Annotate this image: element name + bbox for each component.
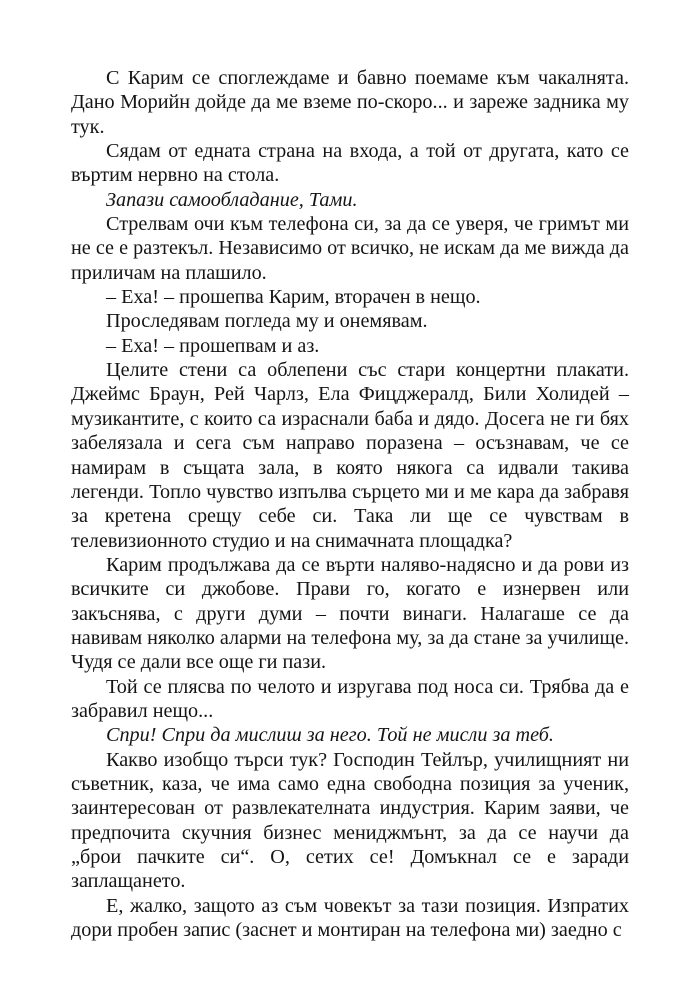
paragraph: Стрелвам очи към телефона си, за да се уверя, че гримът ми не се е разтекъл. Независимо от всичко, не искам да ме вижда да приличам на плашило. (71, 213, 629, 284)
dialogue-line: – Еха! – прошепвам и аз. (106, 334, 320, 357)
paragraph: Какво изобщо търси тук? Господин Тейлър, училищният ни съветник, каза, че има само една свободна позиция за ученик, заинтересован от развлекателната индустрия. Карим заяви, че предпочита скучния бизнес мениджмънт, за да се научи да „брои пачките си“. О, сетих се! Домъкнал се е заради заплащането. (71, 748, 629, 893)
paragraph: Целите стени са облепени със стари концертни плакати. Джеймс Браун, Рей Чарлз, Ела Фицджералд, Били Холидей – музикантите, с които са израснали баба и дядо. Досега не ги бях забелязала и сега съм направо поразена – осъзнавам, че се намирам в същата зала, в която някога са идвали такива легенди. Топло чувство изпълва сърцето ми и ме кара да забравя за кретена срещу себе си. Така ли ще се чувствам в телевизионното студио и на снимачната площадка? (71, 359, 629, 552)
paragraph-italic-thought: Спри! Спри да мислиш за него. Той не мисли за теб. (106, 724, 554, 747)
dialogue-line: – Еха! – прошепва Карим, вторачен в нещо. (106, 286, 481, 309)
page-text-body (71, 66, 629, 942)
paragraph: Сядам от едната страна на входа, а той от другата, като се въртим нервно на стола. (71, 140, 629, 187)
paragraph-italic-thought: Запази самообладание, Тами. (106, 188, 358, 211)
paragraph: Карим продължава да се върти наляво-надясно и да рови из всичките си джобове. Прави го, когато е изнервен или закъснява, с други думи – почти винаги. Налагаше се да навивам няколко аларми на телефона му, за да стане за училище. Чудя се дали все още ги пази. (71, 553, 629, 674)
paragraph: Проследявам погледа му и онемявам. (106, 310, 428, 333)
paragraph: Е, жалко, защото аз съм човекът за тази позиция. Изпратих дори пробен запис (заснет и монтиран на телефона ми) заедно с (71, 894, 629, 942)
paragraph: Той се плясва по челото и изругава под носа си. Трябва да е забравил нещо... (71, 675, 629, 722)
paragraph: С Карим се споглеждаме и бавно поемаме към чакалнята. Дано Морийн дойде да ме вземе по-скоро... и зареже задника му тук. (71, 67, 629, 138)
